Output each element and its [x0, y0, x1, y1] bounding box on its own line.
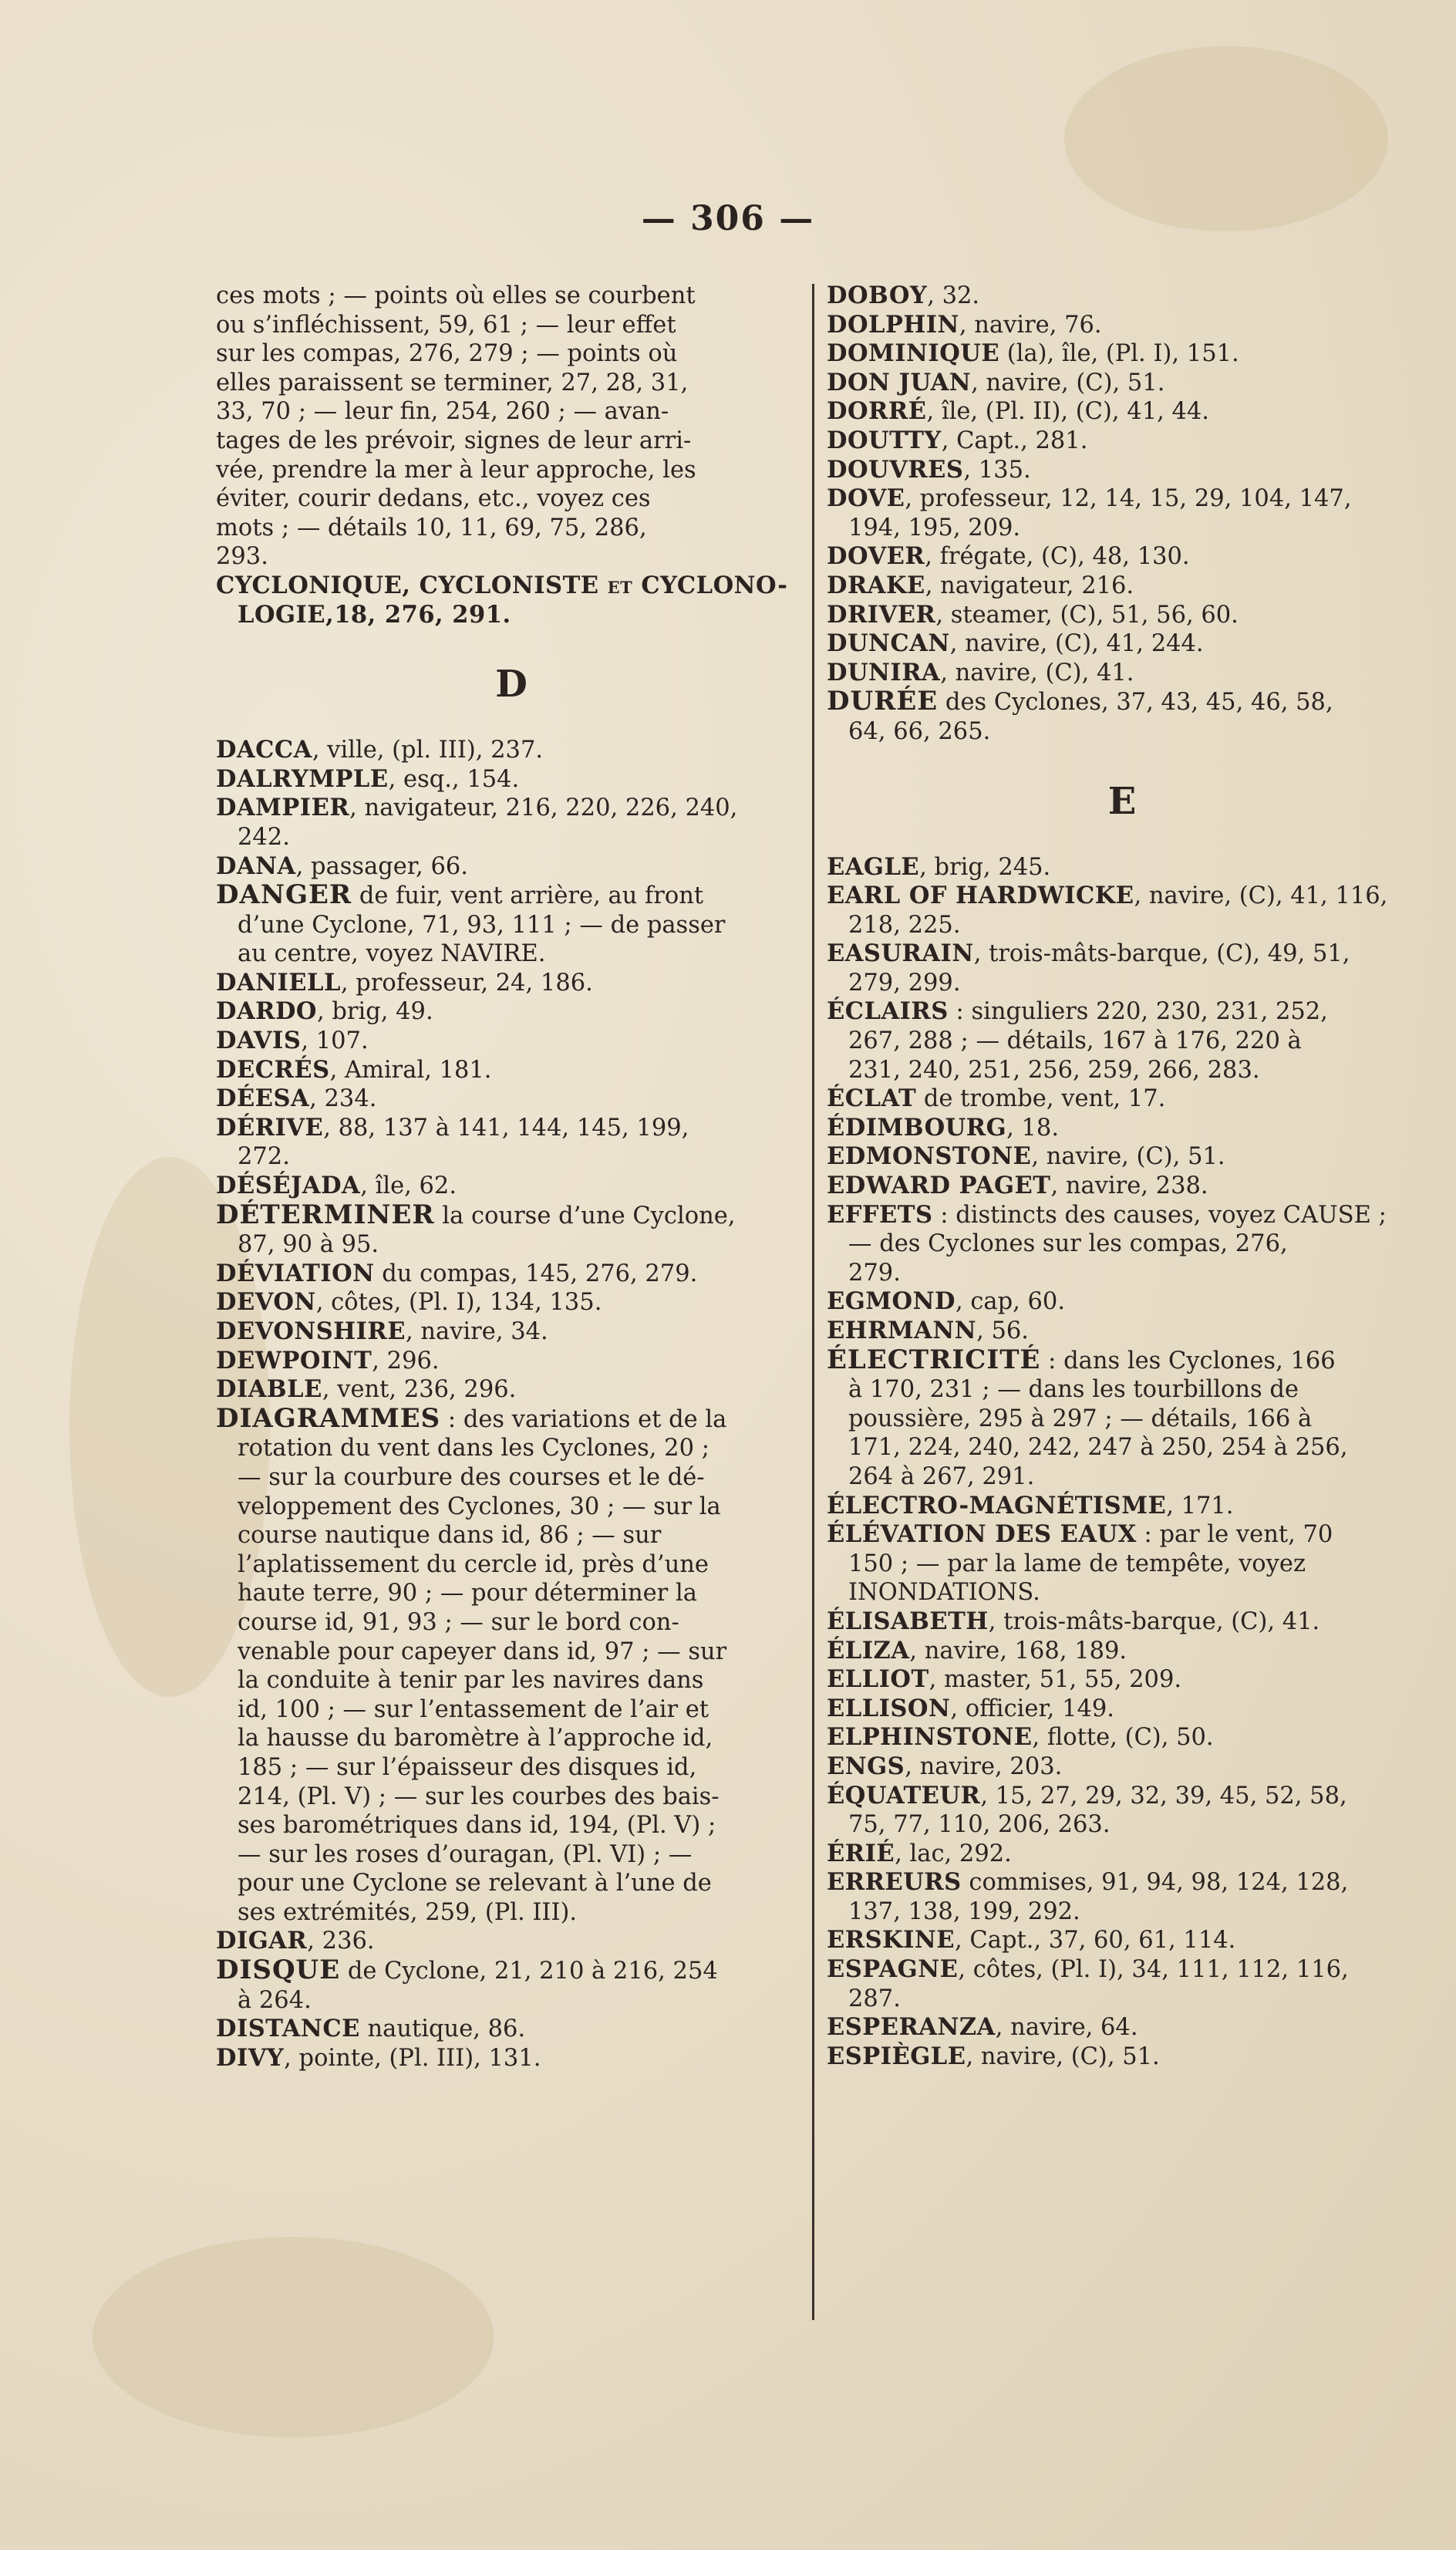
headword: EASURAIN — [827, 939, 974, 968]
entry-continuation: 272. — [238, 1143, 290, 1171]
entry-continuation: 137, 138, 199, 292. — [848, 1897, 1080, 1925]
index-entry — [214, 1027, 808, 1056]
headword: ÉLISABETH — [827, 1607, 989, 1635]
headword: DOMINIQUE — [827, 339, 1000, 368]
entry-continuation: 279. — [848, 1259, 901, 1287]
entry-text: , ville, (pl. III), 237. — [312, 737, 544, 764]
entry-text: , professeur, 24, 186. — [340, 969, 593, 997]
headword: DISQUE — [216, 1955, 341, 1986]
headword: DOUTTY — [827, 426, 942, 454]
entry-continuation: veloppement des Cyclones, 30 ; — sur la — [238, 1493, 721, 1520]
headword: DOBOY — [827, 282, 928, 309]
headword: DUNIRA — [827, 658, 941, 686]
headword: DRAKE — [827, 571, 925, 599]
entry-continuation: 194, 195, 209. — [848, 514, 1021, 541]
index-entry — [825, 572, 1419, 601]
index-entry — [825, 311, 1419, 340]
headword: ELLIOT — [827, 1665, 929, 1694]
page-number: — 306 — — [641, 199, 815, 238]
headword: ÉCLAIRS — [827, 997, 949, 1026]
entry-continuation: la conduite à tenir par les navires dans — [238, 1667, 704, 1695]
headword: EFFETS — [827, 1200, 933, 1229]
entry-text: , île, (Pl. II), (C), 41, 44. — [926, 398, 1209, 426]
entry-text: , pointe, (Pl. III), 131. — [284, 2044, 541, 2072]
index-entry — [214, 1927, 808, 1956]
headword: ERREURS — [827, 1868, 962, 1897]
entry-text: , navigateur, 216. — [925, 572, 1134, 599]
entry-text: , 236. — [307, 1928, 375, 1955]
entry-continuation: 279, 299. — [848, 969, 961, 997]
headword: ELLISON — [827, 1694, 951, 1722]
right-column — [825, 282, 1419, 2071]
entry-continuation: 231, 240, 251, 256, 259, 266, 283. — [848, 1056, 1260, 1084]
index-entry — [214, 852, 808, 882]
entry-continuation: — sur les roses d’ouragan, (Pl. VI) ; — — [238, 1840, 693, 1868]
entry-text: de Cyclone, 21, 210 à 216, 254 — [340, 1958, 718, 1985]
index-entry — [825, 882, 1419, 911]
section-letter-e: E — [1107, 779, 1137, 823]
entry-text: , 56. — [976, 1317, 1030, 1344]
entry-continuation: pour une Cyclone se relevant à l’une de — [238, 1870, 712, 1897]
entry-text: , passager, 66. — [295, 852, 468, 880]
headword: DARDO — [216, 997, 317, 1026]
headword: ELPHINSTONE — [827, 1723, 1033, 1752]
entry-text: , frégate, (C), 48, 130. — [925, 543, 1190, 571]
entry-text: , île, 62. — [360, 1172, 457, 1200]
index-entry — [214, 1288, 808, 1317]
entry-continuation — [214, 601, 808, 630]
entry-text: , navire, (C), 51. — [966, 2042, 1160, 2070]
index-entry — [825, 1723, 1419, 1752]
entry-text: de fuir, vent arrière, au front — [352, 882, 704, 910]
entry-text: , 296. — [372, 1347, 440, 1375]
entry-text: du compas, 145, 276, 279. — [374, 1260, 698, 1287]
continuation-line: sur les compas, 276, 279 ; — points où — [216, 340, 678, 368]
entry-text: , côtes, (Pl. I), 134, 135. — [315, 1289, 602, 1317]
headword: DEVONSHIRE — [216, 1317, 406, 1345]
column-divider — [812, 284, 814, 2320]
entry-continuation: — sur la courbure des courses et le dé- — [238, 1463, 705, 1491]
entry-text: , 32. — [927, 282, 980, 309]
index-entry — [214, 997, 808, 1027]
entry-continuation: rotation du vent dans les Cyclones, 20 ; — [238, 1435, 709, 1462]
index-entry — [825, 601, 1419, 630]
headword: DÉSÉJADA — [216, 1172, 361, 1200]
entry-text: , 107. — [301, 1027, 369, 1055]
entry-text: , navire, (C), 41, 116, — [1134, 882, 1388, 910]
index-entry — [825, 853, 1419, 882]
entry-text: , navire, (C), 51. — [971, 369, 1165, 396]
entry-continuation: l’aplatissement du cercle id, près d’une — [238, 1550, 709, 1578]
headword: ÉLECTRICITÉ — [827, 1344, 1041, 1375]
entry-continuation: 75, 77, 110, 206, 263. — [848, 1811, 1111, 1839]
index-entry — [825, 1695, 1419, 1724]
entry-text: , professeur, 12, 14, 15, 29, 104, 147, — [905, 485, 1352, 513]
entry-text: , navire, 76. — [959, 311, 1102, 339]
entry-text: , 18. — [1006, 1114, 1060, 1142]
headword: DANIELL — [216, 968, 341, 997]
entry-continuation: 287. — [848, 1985, 901, 2012]
entry-text: commises, 91, 94, 98, 124, 128, — [961, 1869, 1349, 1897]
headword: EDMONSTONE — [827, 1142, 1032, 1171]
entry-text: , navire, (C), 41. — [940, 659, 1134, 686]
entry-text: , navire, (C), 51. — [1031, 1143, 1225, 1171]
entry-text: , trois-mâts-barque, (C), 41. — [988, 1607, 1320, 1635]
entry-text: , cap, 60. — [955, 1288, 1066, 1316]
entry-text: de trombe, vent, 17. — [916, 1085, 1166, 1113]
headword: DÉRIVE — [216, 1113, 324, 1142]
headword: ENGS — [827, 1752, 905, 1780]
index-entry — [214, 881, 808, 911]
entry-continuation: course id, 91, 93 ; — sur le bord con- — [238, 1608, 679, 1636]
index-entry — [214, 2044, 808, 2073]
entry-text: , Amiral, 181. — [329, 1056, 492, 1084]
index-entry — [214, 1172, 808, 1201]
index-entry — [825, 1346, 1419, 1376]
entry-continuation: à 264. — [238, 1986, 312, 2014]
index-entry — [825, 1172, 1419, 1201]
headword: EARL OF HARDWICKE — [827, 882, 1134, 910]
index-entry — [825, 1637, 1419, 1666]
continuation-line: elles paraissent se terminer, 27, 28, 31, — [216, 369, 689, 396]
index-entry — [214, 1317, 808, 1347]
headword: DOVE — [827, 484, 905, 513]
index-entry — [214, 1056, 808, 1085]
index-entry — [825, 687, 1419, 717]
index-entry — [825, 1114, 1419, 1143]
entries-d-end — [214, 1927, 808, 2073]
continuation-line: ou s’infléchissent, 59, 61 ; — leur effet — [216, 311, 676, 339]
index-entry — [825, 1840, 1419, 1869]
entry-text: , master, 51, 55, 209. — [929, 1666, 1182, 1694]
index-entry — [825, 484, 1419, 514]
headword: CYCLONIQUE, CYCLONISTE et CYCLONO- — [216, 571, 788, 599]
index-entry — [825, 1868, 1419, 1897]
entry-continuation: 150 ; — par la lame de tempête, voyez — [848, 1550, 1306, 1577]
headword: DON JUAN — [827, 368, 972, 396]
continuation-line: 293. — [216, 543, 268, 571]
index-entry — [825, 542, 1419, 572]
entry-text: des Cyclones, 37, 43, 45, 46, 58, — [938, 689, 1333, 717]
entry-text: (la), île, (Pl. I), 151. — [999, 340, 1239, 368]
headword: DANGER — [216, 879, 352, 911]
entry-continuation: haute terre, 90 ; — pour déterminer la — [238, 1580, 697, 1607]
index-entry — [825, 397, 1419, 427]
entry-text: , navire, 203. — [905, 1752, 1063, 1780]
index-entry — [825, 1665, 1419, 1695]
headword: DÉESA — [216, 1084, 310, 1113]
entry-continuation: la hausse du baromètre à l’approche id, — [238, 1725, 713, 1752]
headword: ÉLÉVATION DES EAUX — [827, 1520, 1137, 1549]
entry-text: , steamer, (C), 51, 56, 60. — [935, 601, 1239, 629]
entry-continuation: 218, 225. — [848, 911, 961, 939]
index-entry — [214, 736, 808, 765]
entry-text: nautique, 86. — [359, 2015, 526, 2043]
entry-continuation: 185 ; — sur l’épaisseur des disques id, — [238, 1753, 697, 1781]
entry-diagrammes — [214, 1402, 808, 1928]
entry-continuation: id, 100 ; — sur l’entassement de l’air et — [238, 1695, 709, 1723]
entry-text: , 88, 137 à 141, 144, 145, 199, — [323, 1114, 689, 1142]
entry-text: , 234. — [309, 1085, 377, 1113]
index-entry — [825, 1782, 1419, 1811]
headword: EAGLE — [827, 852, 920, 881]
headword: DIVY — [216, 2043, 285, 2072]
entry-continuation: à 170, 231 ; — dans les tourbillons de — [848, 1376, 1299, 1404]
entry-continuation: 264 à 267, 291. — [848, 1462, 1035, 1490]
headword: DÉTERMINER — [216, 1199, 435, 1230]
entry-continuation: ses barométriques dans id, 194, (Pl. V) ; — [238, 1812, 716, 1840]
index-entry — [825, 997, 1419, 1027]
index-entry — [214, 794, 808, 823]
index-entry — [214, 1347, 808, 1376]
index-entry — [214, 1402, 808, 1435]
section-letter-d: D — [495, 663, 527, 707]
entry-continuation: d’une Cyclone, 71, 93, 111 ; — de passer — [238, 911, 726, 939]
entry-text: , navire, 168, 189. — [909, 1637, 1127, 1665]
index-entry — [825, 427, 1419, 456]
entry-text: la course d’une Cyclone, — [434, 1202, 736, 1229]
headword: ÉCLAT — [827, 1084, 917, 1113]
headword: ÉRIÉ — [827, 1839, 895, 1867]
left-column — [214, 282, 808, 2073]
entry-continuation: au centre, voyez NAVIRE. — [238, 940, 546, 968]
index-entry — [825, 369, 1419, 398]
continuation-line: mots ; — détails 10, 11, 69, 75, 286, — [216, 514, 647, 541]
entry-text: , flotte, (C), 50. — [1032, 1724, 1214, 1752]
entry-text: , esq., 154. — [388, 765, 520, 793]
headword: ÉDIMBOURG — [827, 1113, 1007, 1142]
index-entry — [825, 1520, 1419, 1550]
index-entry-cyclonique — [214, 572, 808, 601]
index-entry — [825, 339, 1419, 369]
entry-text: , côtes, (Pl. I), 34, 111, 112, 116, — [958, 1956, 1349, 1984]
index-entry — [214, 1114, 808, 1143]
index-entry — [825, 1752, 1419, 1782]
entry-text: , navire, 238. — [1050, 1172, 1208, 1200]
continuation-line: vée, prendre la mer à leur approche, les — [216, 456, 696, 484]
headword: DIGAR — [216, 1927, 308, 1955]
index-entry — [825, 1607, 1419, 1637]
index-entry — [825, 2013, 1419, 2042]
index-entry — [214, 765, 808, 794]
entry-text: , officier, 149. — [950, 1695, 1114, 1722]
entry-text: : par le vent, 70 — [1136, 1521, 1333, 1549]
headword: ÉLIZA — [827, 1636, 910, 1665]
headword: EGMOND — [827, 1287, 956, 1316]
entry-text: , navigateur, 216, 220, 226, 240, — [349, 794, 738, 822]
index-entry — [214, 2015, 808, 2044]
entry-text: : des variations et de la — [440, 1405, 727, 1433]
headword: DURÉE — [827, 686, 939, 717]
headword: DIABLE — [216, 1375, 322, 1404]
index-entry — [825, 1926, 1419, 1955]
headword: ÉQUATEUR — [827, 1781, 981, 1810]
entry-text: , navire, 34. — [405, 1318, 548, 1345]
entry-continuation: venable pour capeyer dans id, 97 ; — sur — [238, 1638, 727, 1665]
entry-continuation: 64, 66, 265. — [848, 717, 991, 745]
index-entry — [825, 1317, 1419, 1346]
headword: DORRÉ — [827, 397, 927, 426]
headword: EHRMANN — [827, 1317, 977, 1344]
entry-text: , vent, 236, 296. — [322, 1376, 517, 1404]
entry-continuation: ses extrémités, 259, (Pl. III). — [238, 1898, 578, 1926]
headword: DEWPOINT — [216, 1346, 372, 1375]
entry-continuation: — des Cyclones sur les compas, 276, — [848, 1230, 1288, 1258]
headword: DAMPIER — [216, 794, 350, 822]
index-entry — [825, 1492, 1419, 1521]
entries-d — [214, 736, 808, 1405]
entry-text: , trois-mâts-barque, (C), 49, 51, — [973, 940, 1350, 968]
headword: DOLPHIN — [827, 310, 959, 339]
headword: DUNCAN — [827, 629, 950, 658]
index-entry — [214, 1956, 808, 1986]
entry-text: , Capt., 37, 60, 61, 114. — [955, 1927, 1236, 1955]
headword: DEVON — [216, 1288, 316, 1317]
entry-text: , 171. — [1166, 1492, 1234, 1520]
index-entry — [214, 1260, 808, 1289]
entry-text: , navire, 64. — [995, 2014, 1138, 2042]
entry-text: : dans les Cyclones, 166 — [1040, 1347, 1336, 1375]
index-entry — [214, 1084, 808, 1114]
headword: EDWARD PAGET — [827, 1172, 1051, 1200]
entry-continuation: INONDATIONS. — [848, 1579, 1040, 1607]
headword: DANA — [216, 852, 296, 880]
entry-continuation: 87, 90 à 95. — [238, 1231, 379, 1259]
headword: DISTANCE — [216, 2015, 360, 2043]
headword: DECRÉS — [216, 1055, 330, 1084]
continuation-line: ces mots ; — points où elles se courbent — [216, 282, 696, 309]
entry-text: , navire, (C), 41, 244. — [949, 630, 1204, 658]
entry-continuation: poussière, 295 à 297 ; — détails, 166 à — [848, 1405, 1313, 1432]
headword: ESPIÈGLE — [827, 2042, 966, 2070]
entry-continuation: 214, (Pl. V) ; — sur les courbes des bais- — [238, 1783, 720, 1810]
headword: DOVER — [827, 542, 925, 571]
entry-text: : singuliers 220, 230, 231, 252, — [948, 998, 1328, 1026]
headword: DÉVIATION — [216, 1259, 375, 1287]
continuation-line: éviter, courir dedans, etc., voyez ces — [216, 485, 651, 513]
index-entry — [214, 969, 808, 998]
index-entry — [825, 456, 1419, 485]
entry-continuation: course nautique dans id, 86 ; — sur — [238, 1522, 662, 1550]
index-entry — [825, 939, 1419, 969]
entry-text: , 135. — [963, 456, 1031, 484]
entry-continuation: 267, 288 ; — détails, 167 à 176, 220 à — [848, 1027, 1302, 1055]
headword: ERSKINE — [827, 1926, 956, 1955]
index-entry — [825, 282, 1419, 311]
headword: ESPERANZA — [827, 2013, 996, 2042]
headword: ÉLECTRO-MAGNÉTISME — [827, 1491, 1167, 1520]
entry-text: , brig, 49. — [316, 998, 433, 1026]
headword: DIAGRAMMES — [216, 1402, 441, 1434]
headword: DOUVRES — [827, 455, 964, 484]
index-entry — [825, 1955, 1419, 1985]
entry-continuation: 242. — [238, 823, 290, 851]
headword: ESPAGNE — [827, 1955, 959, 1984]
index-entry — [825, 1201, 1419, 1230]
entry-text: , Capt., 281. — [941, 427, 1088, 454]
continuation-line: 33, 70 ; — leur fin, 254, 260 ; — avan- — [216, 398, 669, 426]
entry-continuation: 171, 224, 240, 242, 247 à 250, 254 à 256, — [848, 1434, 1348, 1462]
index-entry — [825, 1287, 1419, 1317]
headword: DRIVER — [827, 600, 936, 629]
entry-text: , lac, 292. — [895, 1840, 1012, 1867]
index-entry — [825, 2042, 1419, 2072]
index-entry — [214, 1201, 808, 1231]
entry-text: : distincts des causes, voyez CAUSE ; — [932, 1201, 1387, 1229]
index-entry — [214, 1375, 808, 1405]
index-entry — [825, 1142, 1419, 1172]
entries-e — [825, 853, 1419, 2072]
headword: DAVIS — [216, 1027, 302, 1055]
headword-continuation: LOGIE,18, 276, 291. — [238, 600, 511, 629]
index-entry — [825, 659, 1419, 688]
index-entry — [825, 629, 1419, 659]
entry-text: , 15, 27, 29, 32, 39, 45, 52, 58, — [980, 1782, 1347, 1810]
headword: DALRYMPLE — [216, 764, 389, 793]
headword: DACCA — [216, 736, 312, 764]
continuation-line: tages de les prévoir, signes de leur arri- — [216, 427, 692, 454]
index-entry — [825, 1084, 1419, 1114]
entry-text: , brig, 245. — [919, 853, 1051, 881]
